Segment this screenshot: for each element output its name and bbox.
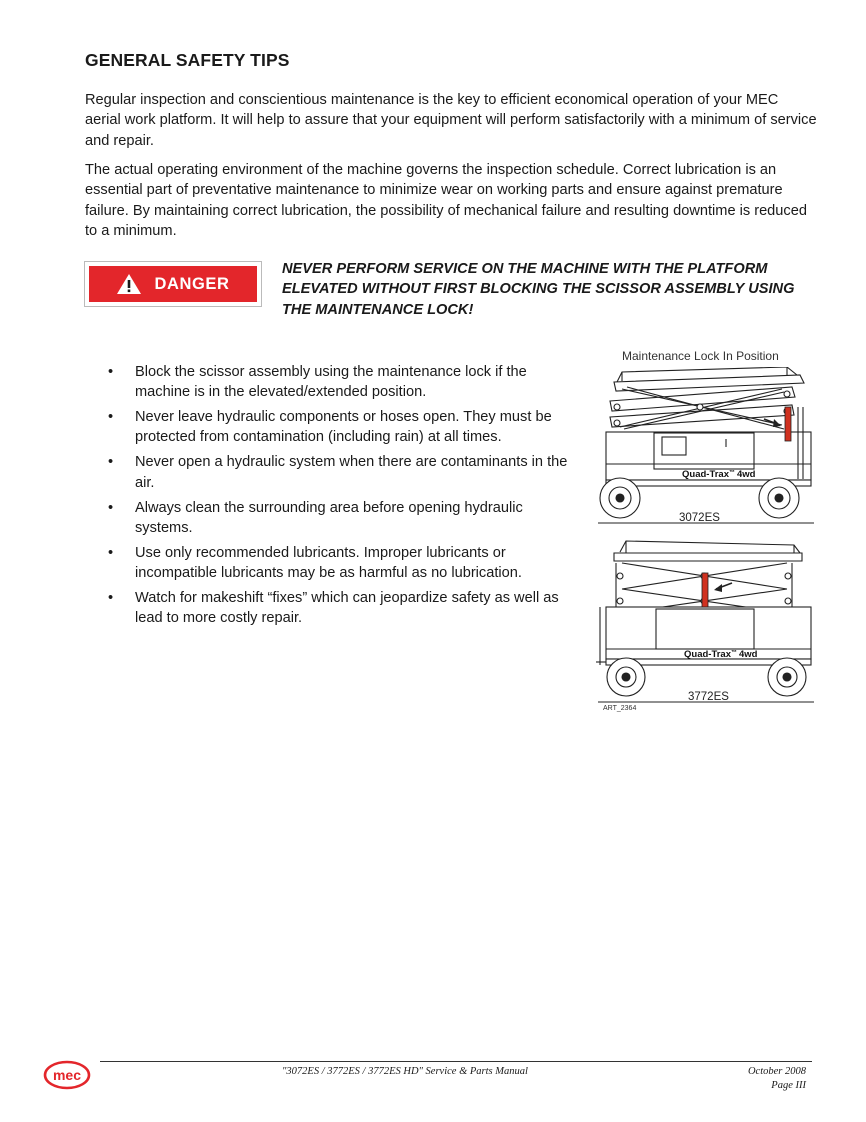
list-item — [108, 362, 583, 402]
logo-text: mec — [52, 1067, 82, 1083]
scissor-lift-illustration — [592, 367, 818, 705]
footer-divider — [100, 1061, 812, 1062]
mec-logo — [43, 1060, 91, 1090]
maintenance-lock-bar — [785, 407, 791, 441]
warning-triangle-icon — [116, 273, 142, 295]
list-item — [108, 452, 583, 492]
danger-banner — [89, 266, 257, 302]
danger-label-box — [84, 261, 262, 307]
list-item-text: Watch for makeshift “fixes” which can jeopardize safety as well as lead to more costly repair. — [135, 590, 559, 627]
bullet-marker: • — [108, 590, 114, 607]
list-item-text: Use only recommended lubricants. Improper lubricants or incompatible lubricants may be as harmful as no lubrication. — [135, 544, 522, 582]
list-item-text: Block the scissor assembly using the maintenance lock if the machine is in the elevated/extended position. — [135, 364, 527, 401]
danger-message: NEVER PERFORM SERVICE ON THE MACHINE WITH THE PLATFORM ELEVATED WITHOUT FIRST BLOCKING THE SCISSOR ASSEMBLY USING THE MAINTENANCE LOCK! — [282, 261, 795, 318]
model-label-3772es: 3772ES — [688, 691, 729, 703]
list-item — [108, 498, 583, 538]
bullet-marker: • — [108, 454, 114, 471]
page-number: Page III — [771, 1080, 806, 1091]
maintenance-lock-bar — [702, 573, 708, 607]
quad-trax-badge: Quad-Trax™ 4wd — [684, 649, 758, 660]
quad-trax-badge: Quad-Trax™ 4wd — [682, 469, 756, 480]
list-item — [108, 543, 583, 583]
lubrication-paragraph: The actual operating environment of the machine governs the inspection schedule. Correct lubrication is an essential part of preventative maintenance to minimize wear on working parts and ensure against premature failure. By maintaining correct lubrication, the possibility of mechanical failure and resulting downtime is reduced to a minimum. — [85, 162, 807, 240]
bullet-marker: • — [108, 409, 114, 426]
intro-paragraph: Regular inspection and conscientious maintenance is the key to efficient economical operation of your MEC aerial work platform. It will help to assure that your equipment will perform satisfactorily with a minimum of service and repair. — [85, 92, 817, 149]
figure-caption: Maintenance Lock In Position — [622, 349, 779, 363]
safety-tips-list — [108, 362, 583, 633]
art-code: ART_2364 — [603, 705, 637, 712]
list-item-text: Never open a hydraulic system when there are contaminants in the air. — [135, 454, 568, 491]
list-item — [108, 588, 583, 628]
bullet-marker: • — [108, 544, 114, 561]
model-label-3072es: 3072ES — [679, 512, 720, 524]
footer-manual-title: "3072ES / 3772ES / 3772ES HD" Service & Parts Manual — [282, 1066, 528, 1077]
list-item-text: Always clean the surrounding area before opening hydraulic systems. — [135, 499, 523, 536]
machine-3772es — [596, 541, 814, 702]
machine-3072es — [598, 367, 814, 523]
footer-date: October 2008 — [747, 1066, 806, 1077]
list-item — [108, 407, 583, 447]
danger-label: DANGER — [154, 274, 230, 293]
bullet-marker: • — [108, 499, 114, 516]
bullet-marker: • — [108, 364, 114, 380]
page-title: GENERAL SAFETY TIPS — [85, 50, 290, 70]
list-item-text: Never leave hydraulic components or hoses open. They must be protected from contamination (including rain) at all times. — [135, 409, 552, 446]
